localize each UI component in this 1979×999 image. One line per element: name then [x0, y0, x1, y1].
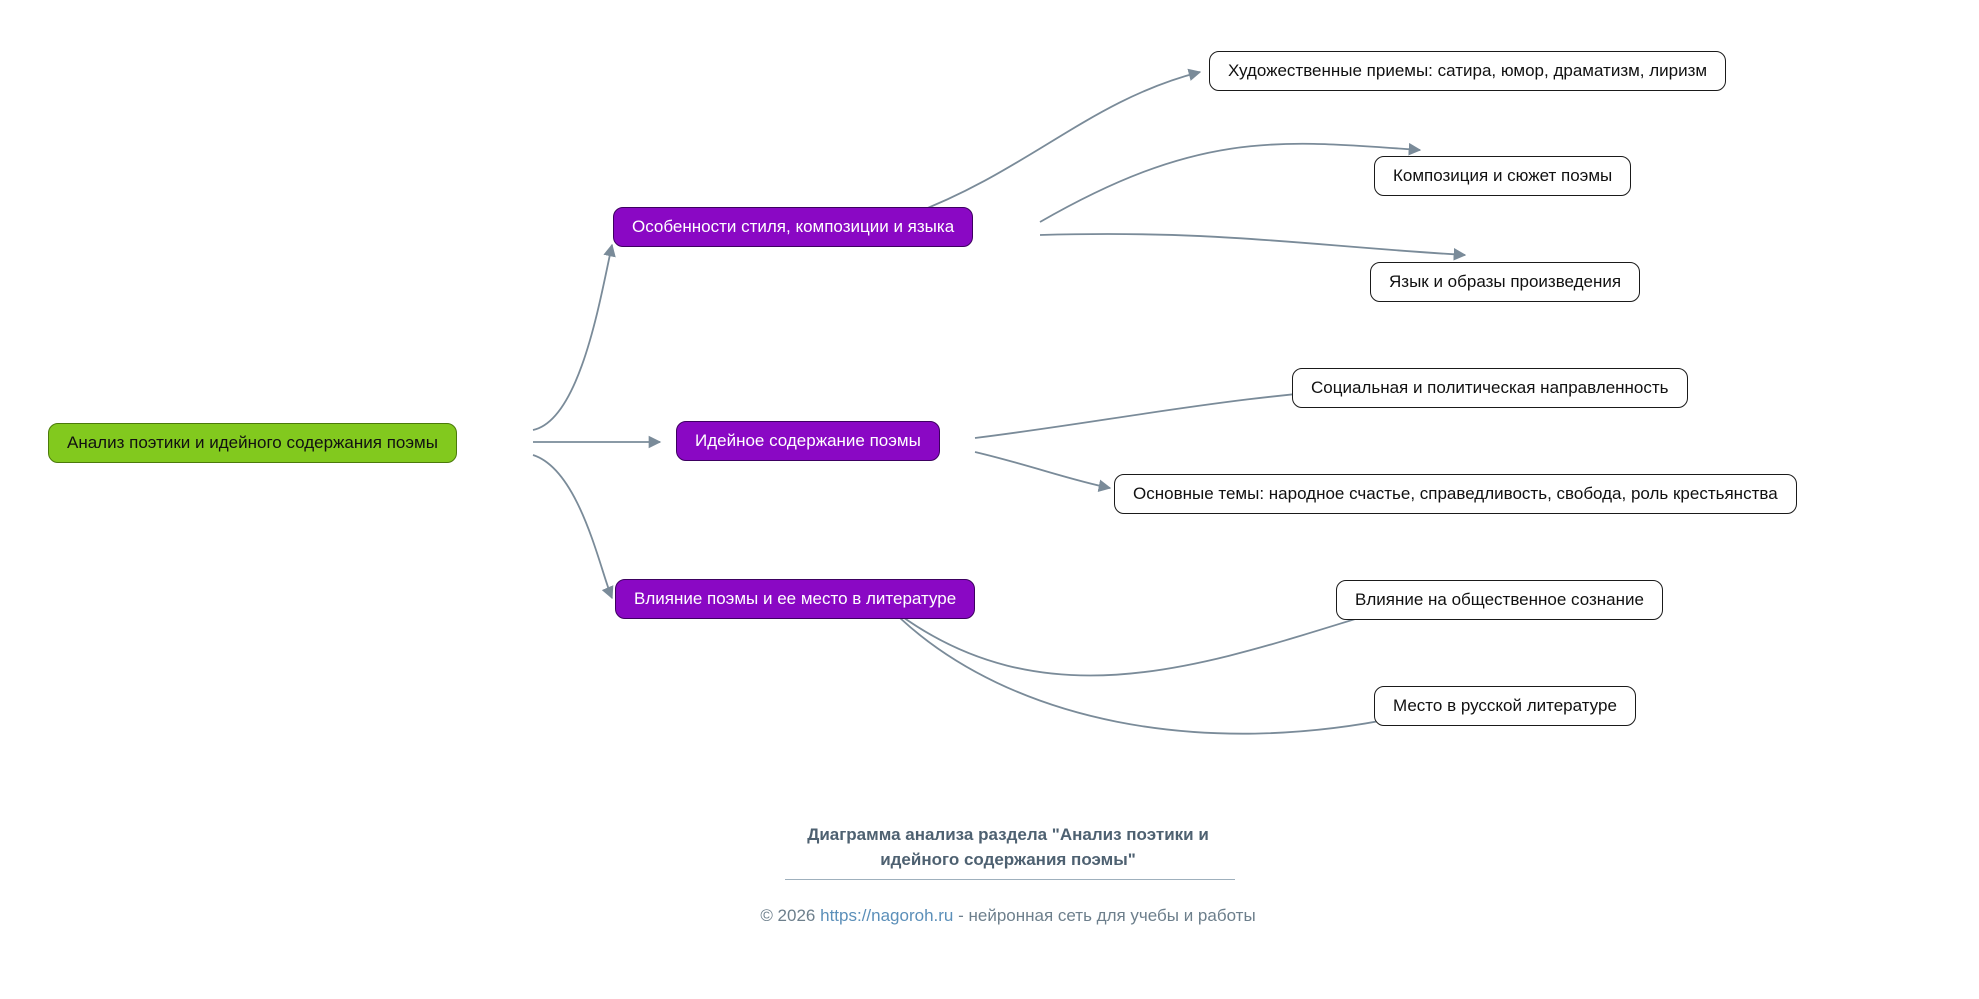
- footer-tagline: - нейронная сеть для учебы и работы: [953, 906, 1256, 925]
- node-branch-ideas[interactable]: [676, 421, 940, 461]
- node-leaf-language[interactable]: [1370, 262, 1640, 302]
- node-leaf-place[interactable]: [1374, 686, 1636, 726]
- node-branch-ideas-label: Идейное содержание поэмы: [695, 430, 921, 450]
- node-leaf-themes-label: Основные темы: народное счастье, справедливость, свобода, роль крестьянства: [1133, 483, 1778, 503]
- edge-root-branch-1: [533, 245, 612, 430]
- node-branch-style[interactable]: [613, 207, 973, 247]
- footer: [558, 906, 1458, 926]
- node-leaf-devices-label: Художественные приемы: сатира, юмор, драматизм, лиризм: [1228, 60, 1708, 80]
- edge-branch1-leaf3: [1040, 234, 1465, 255]
- edge-branch1-leaf1: [910, 72, 1200, 215]
- node-branch-influence[interactable]: [615, 579, 975, 619]
- node-leaf-consciousness[interactable]: [1336, 580, 1663, 620]
- edge-branch2-leaf5: [975, 452, 1110, 488]
- node-root[interactable]: [48, 423, 457, 463]
- node-leaf-composition-label: Композиция и сюжет поэмы: [1393, 165, 1613, 185]
- node-branch-style-label: Особенности стиля, композиции и языка: [632, 216, 955, 236]
- edge-branch3-leaf6: [900, 604, 1405, 676]
- diagram-caption: [708, 823, 1308, 872]
- diagram-caption-line1: Диаграмма анализа раздела "Анализ поэтики и: [807, 825, 1209, 844]
- node-leaf-place-label: Место в русской литературе: [1393, 695, 1617, 715]
- node-root-label: Анализ поэтики и идейного содержания поэмы: [67, 432, 438, 452]
- node-leaf-social[interactable]: [1292, 368, 1688, 408]
- diagram-caption-line2: идейного содержания поэмы": [880, 849, 1136, 869]
- node-leaf-language-label: Язык и образы произведения: [1389, 271, 1622, 291]
- node-branch-influence-label: Влияние поэмы и ее место в литературе: [634, 588, 957, 608]
- node-leaf-composition[interactable]: [1374, 156, 1631, 196]
- node-leaf-devices[interactable]: [1209, 51, 1726, 91]
- footer-copyright: © 2026: [760, 906, 821, 925]
- footer-link[interactable]: https://nagoroh.ru: [820, 906, 954, 925]
- node-leaf-themes[interactable]: [1114, 474, 1797, 514]
- caption-divider: [785, 879, 1235, 880]
- edge-root-branch-3: [533, 455, 612, 598]
- node-leaf-consciousness-label: Влияние на общественное сознание: [1355, 589, 1644, 609]
- edge-branch3-leaf7: [900, 618, 1405, 734]
- node-leaf-social-label: Социальная и политическая направленность: [1311, 377, 1669, 397]
- edge-branch1-leaf2: [1040, 144, 1420, 222]
